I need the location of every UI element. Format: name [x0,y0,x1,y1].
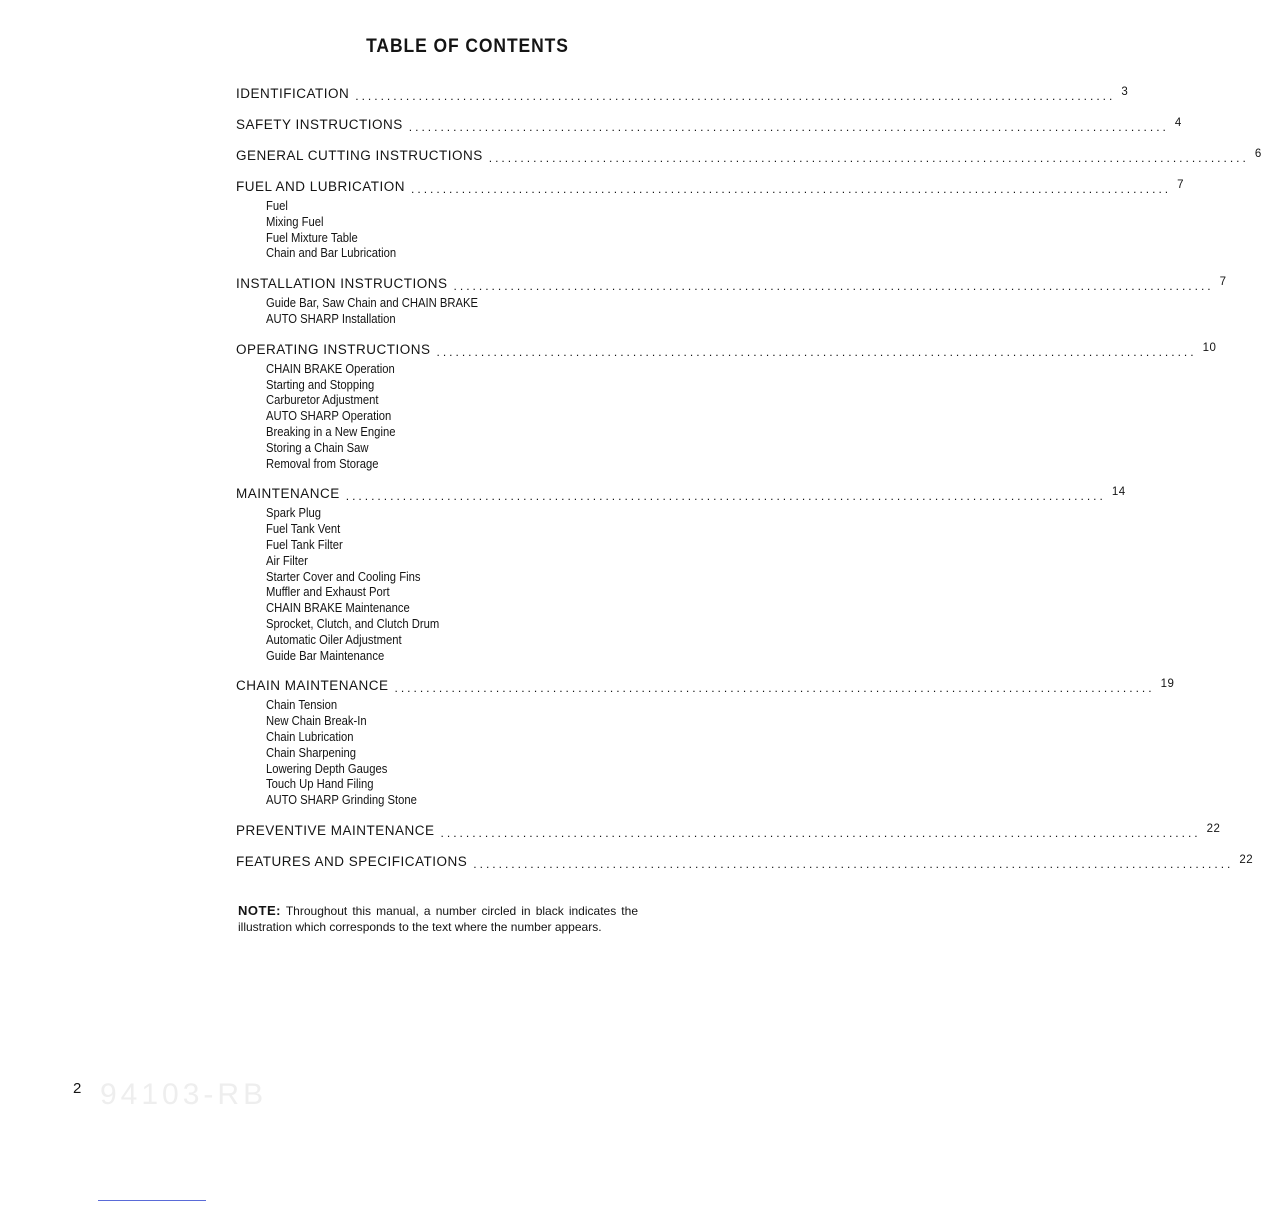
toc-entry-page: 7 [1177,179,1185,191]
toc-subentry: AUTO SHARP Grinding Stone [266,793,417,808]
toc-section [236,340,1217,473]
toc-subentry: AUTO SHARP Operation [266,409,392,424]
toc-entry-label: GENERAL CUTTING INSTRUCTIONS [236,148,483,163]
toc-entry-page: 6 [1254,148,1262,160]
toc-subentry: Fuel [266,199,288,213]
note-label: NOTE: [238,903,281,918]
toc-entry-label: OPERATING INSTRUCTIONS [236,341,431,357]
toc-subentry: AUTO SHARP Installation [266,311,396,326]
toc-subentries [236,359,666,473]
toc-section [236,177,1185,262]
note-text: Throughout this manual, a number circled in black indicates the illustration which corresponds to the text where the number appears. [238,904,638,934]
toc-entry-label: SAFETY INSTRUCTIONS [236,117,403,132]
toc-subentry: Touch Up Hand Filing [266,777,374,792]
toc-leader-dots: ........................................................................................................................ [440,825,1201,840]
toc-subentry: Spark Plug [266,506,322,521]
toc-entry-label: CHAIN MAINTENANCE [236,678,389,694]
toc-entry-page: 4 [1174,117,1182,129]
toc-subentry: CHAIN BRAKE Maintenance [266,601,410,616]
toc-subentries [236,503,666,664]
toc-subentry: Fuel Mixture Table [266,230,358,245]
page-title: TABLE OF CONTENTS [366,36,569,57]
toc-subentries [236,695,666,809]
toc-entry [236,177,1185,196]
toc-subentry: Sprocket, Clutch, and Clutch Drum [266,616,440,631]
toc-entry [236,115,1182,134]
toc-section [236,852,1254,871]
toc-subentry: Guide Bar Maintenance [266,648,385,663]
toc-section [236,84,1129,103]
toc-section [236,676,1175,809]
toc-subentry: Automatic Oiler Adjustment [266,632,402,647]
toc-subentry: Starter Cover and Cooling Fins [266,569,421,584]
note [238,903,638,935]
toc-leader-dots: ........................................................................................................................ [345,489,1106,504]
toc-section [236,146,1262,165]
toc-subentries [236,293,666,328]
toc-entry-label: FEATURES AND SPECIFICATIONS [236,853,468,869]
toc-subentry: Guide Bar, Saw Chain and CHAIN BRAKE [266,296,478,311]
toc-subentry: Chain Lubrication [266,729,354,744]
toc-entry [236,676,1175,696]
toc-leader-dots: ........................................................................................................................ [408,120,1169,134]
toc-subentry: Mixing Fuel [266,214,324,229]
toc-leader-dots: ........................................................................................................................ [411,182,1172,196]
toc-subentry: Fuel Tank Filter [266,537,343,552]
toc-entry-page: 14 [1111,486,1126,499]
toc-leader-dots: ........................................................................................................................ [473,856,1234,871]
toc-entry [236,340,1217,359]
toc-entry-page: 22 [1239,853,1254,866]
table-of-contents [236,84,1262,883]
toc-entry-page: 19 [1160,678,1175,691]
toc-section [236,484,1126,664]
toc-subentry: Fuel Tank Vent [266,522,341,537]
toc-leader-dots: ........................................................................................................................ [394,681,1155,696]
toc-entry-page: 3 [1121,86,1129,98]
toc-entry [236,484,1126,504]
toc-subentry: Chain Sharpening [266,745,357,760]
toc-entry-page: 22 [1206,822,1221,835]
toc-leader-dots: ........................................................................................................................ [453,279,1214,294]
toc-entry-label: INSTALLATION INSTRUCTIONS [236,276,448,292]
toc-subentry: Storing a Chain Saw [266,440,369,455]
toc-subentry: Removal from Storage [266,456,379,471]
toc-subentry: Breaking in a New Engine [266,424,396,439]
toc-leader-dots: ........................................................................................................................ [436,344,1197,359]
toc-subentry: Air Filter [266,553,308,568]
toc-section [236,115,1182,134]
toc-subentry: Muffler and Exhaust Port [266,585,390,600]
toc-entry-page: 7 [1219,276,1227,289]
toc-section [236,821,1221,840]
background-mark: 94103-RB [100,1078,268,1111]
toc-subentry: Starting and Stopping [266,377,375,392]
page-number: 2 [73,1080,82,1097]
toc-subentry: CHAIN BRAKE Operation [266,361,395,376]
footer-line [98,1200,206,1201]
toc-entry-label: IDENTIFICATION [236,86,350,101]
toc-subentry: Carburetor Adjustment [266,393,379,408]
toc-entry [236,84,1129,103]
toc-leader-dots: ........................................................................................................................ [488,151,1249,165]
toc-entry-label: PREVENTIVE MAINTENANCE [236,822,435,838]
toc-entry [236,274,1227,294]
toc-entry [236,821,1221,840]
toc-subentry: Chain Tension [266,698,338,713]
toc-subentries [236,196,666,262]
toc-subentry: New Chain Break-In [266,714,367,729]
toc-entry-label: FUEL AND LUBRICATION [236,179,406,194]
toc-subentry: Chain and Bar Lubrication [266,246,397,261]
toc-leader-dots: ........................................................................................................................ [355,89,1116,103]
toc-section [236,274,1227,328]
toc-entry [236,146,1262,165]
toc-entry [236,852,1254,871]
toc-entry-page: 10 [1202,341,1217,354]
toc-entry-label: MAINTENANCE [236,486,340,502]
toc-subentry: Lowering Depth Gauges [266,761,388,776]
